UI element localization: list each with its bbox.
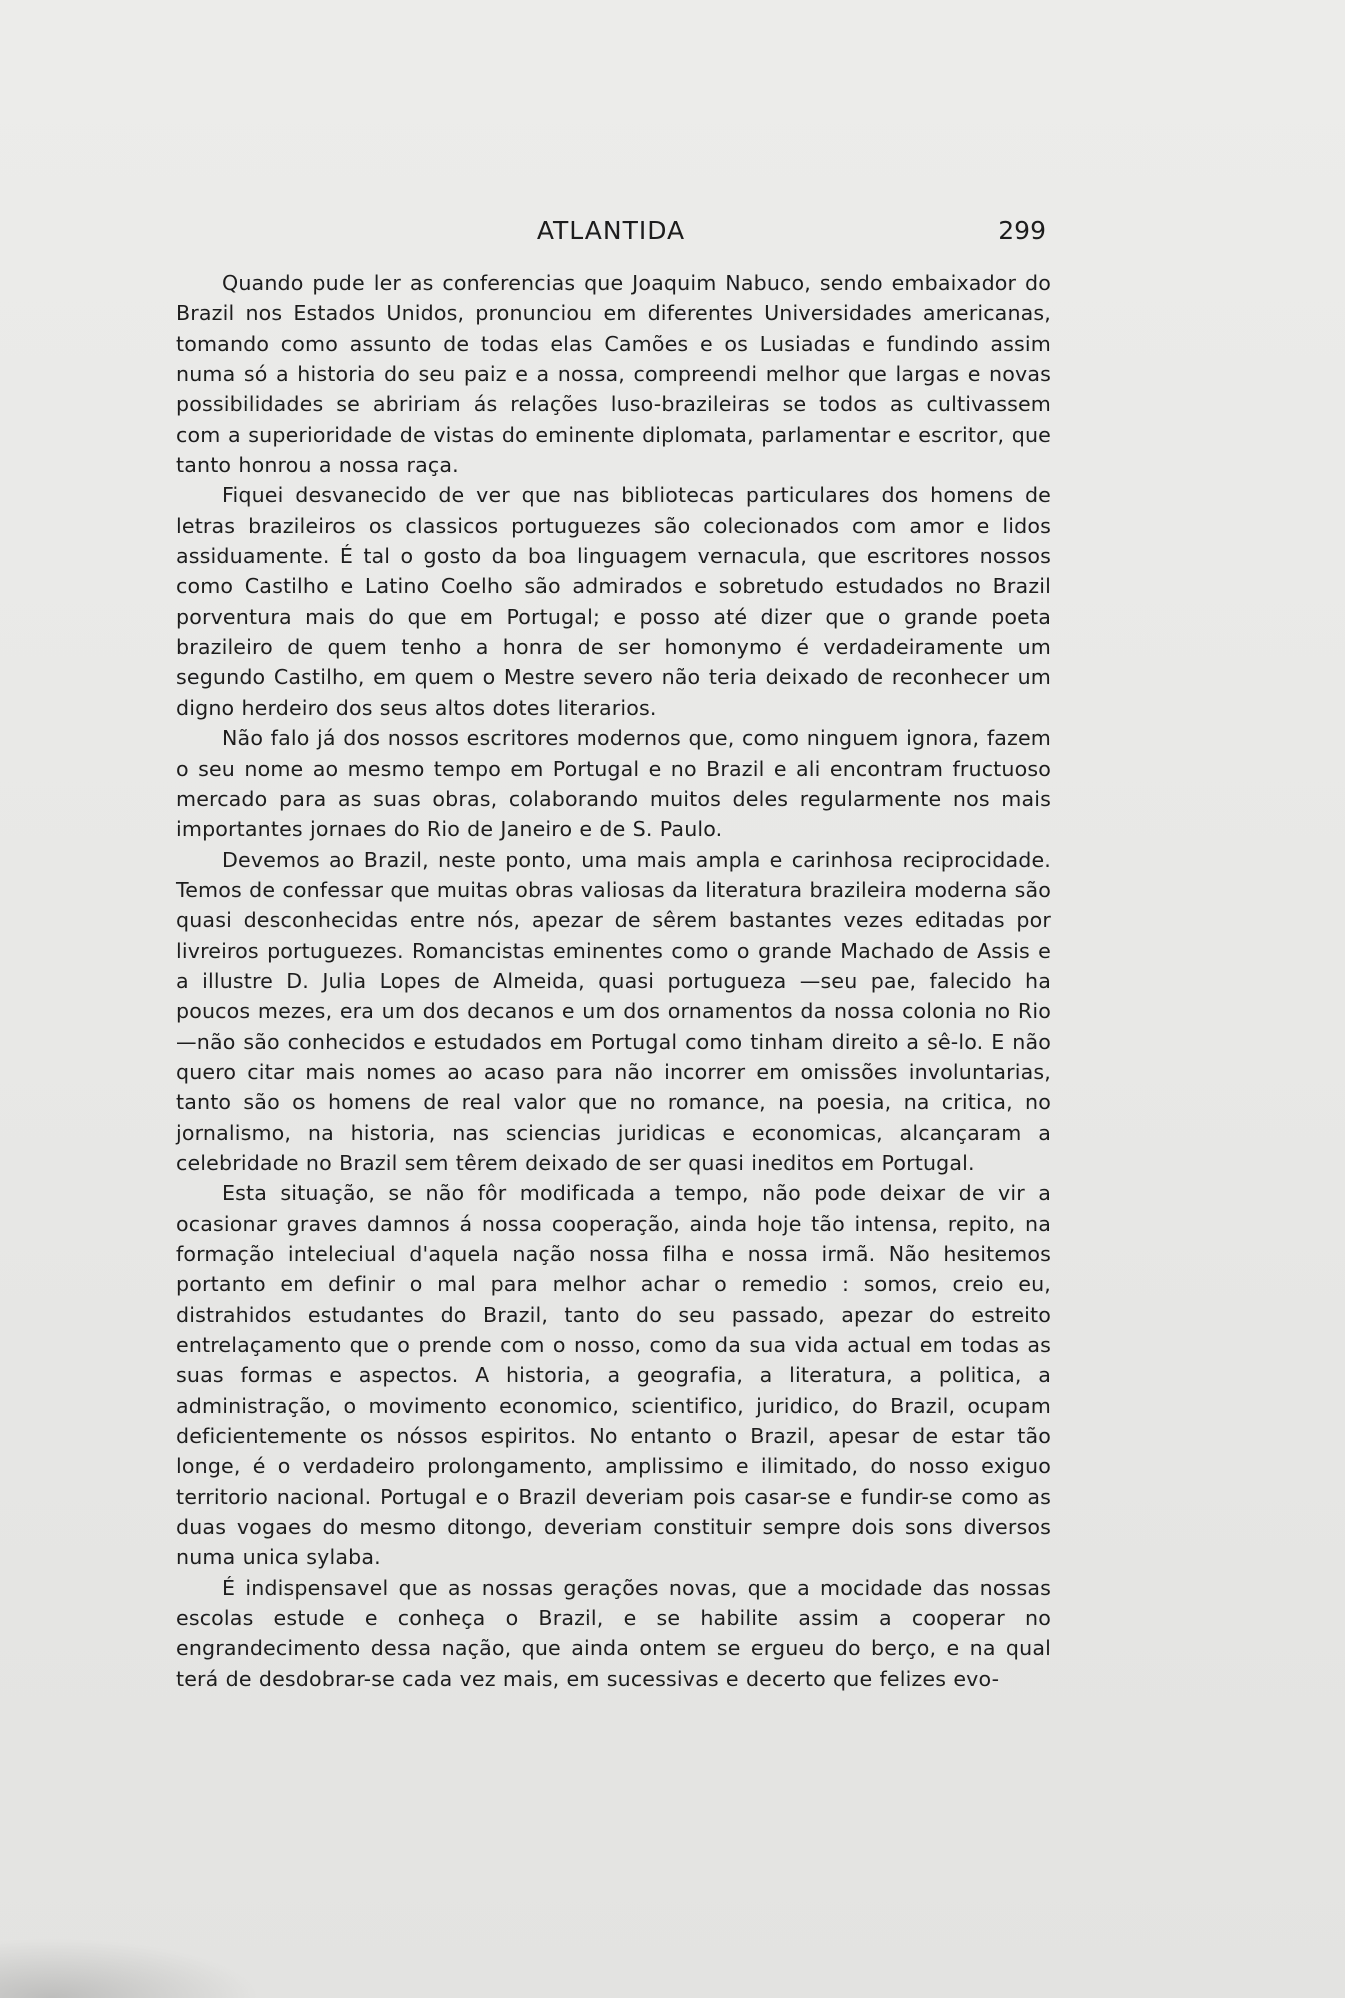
page-number: 299 xyxy=(998,216,1046,245)
page-header xyxy=(176,214,1046,248)
paragraph: Fiquei desvanecido de ver que nas bibliotecas particulares dos homens de letras brazileiros os classicos portuguezes são colecionados com amor e lidos assiduamente. É tal o gosto da boa linguagem vernacula, que escritores nossos como Castilho e Latino Coelho são admirados e sobretudo estudados no Brazil porventura mais do que em Portugal; e posso até dizer que o grande poeta brazileiro de quem tenho a honra de ser homonymo é verdadeiramente um segundo Castilho, em quem o Mestre severo não teria deixado de reconhecer um digno herdeiro dos seus altos dotes literarios. xyxy=(176,483,1051,720)
body-text xyxy=(176,268,1051,1694)
running-title: ATLANTIDA xyxy=(536,216,686,245)
paragraph: Não falo já dos nossos escritores modernos que, como ninguem ignora, fazem o seu nome ao mesmo tempo em Portugal e no Brazil e ali encontram fructuoso mercado para as suas obras, colaborando muitos deles regularmente nos mais importantes jornaes do Rio de Janeiro e de S. Paulo. xyxy=(176,726,1051,842)
page-shadow xyxy=(0,1938,260,1998)
paragraph: Esta situação, se não fôr modificada a tempo, não pode deixar de vir a ocasionar graves damnos á nossa cooperação, ainda hoje tão intensa, repito, na formação inteleciual d'aquela nação nossa filha e nossa irmã. Não hesitemos portanto em definir o mal para melhor achar o remedio : somos, creio eu, distrahidos estudantes do Brazil, tanto do seu passado, apezar do estreito entrelaçamento que o prende com o nosso, como da sua vida actual em todas as suas formas e aspectos. A historia, a geografia, a literatura, a politica, a administração, o movimento economico, scientifico, juridico, do Brazil, ocupam deficientemente os nóssos espiritos. No entanto o Brazil, apesar de estar tão longe, é o verdadeiro prolongamento, amplissimo e ilimitado, do nosso exiguo territorio nacional. Portugal e o Brazil deveriam pois casar-se e fundir-se como as duas vogaes do mesmo ditongo, deveriam constituir sempre dois sons diversos numa unica sylaba. xyxy=(176,1181,1051,1570)
paragraph: Quando pude ler as conferencias que Joaquim Nabuco, sendo embaixador do Brazil nos Estados Unidos, pronunciou em diferentes Universidades americanas, tomando como assunto de todas elas Camões e os Lusiadas e fundindo assim numa só a historia do seu paiz e a nossa, compreendi melhor que largas e novas possibilidades se abririam ás relações luso-brazileiras se todos as cultivassem com a superioridade de vistas do eminente diplomata, parlamentar e escritor, que tanto honrou a nossa raça. xyxy=(176,271,1051,478)
paragraph: Devemos ao Brazil, neste ponto, uma mais ampla e carinhosa reciprocidade. Temos de confessar que muitas obras valiosas da literatura brazileira moderna são quasi desconhecidas entre nós, apezar de sêrem bastantes vezes editadas por livreiros portuguezes. Romancistas eminentes como o grande Machado de Assis e a illustre D. Julia Lopes de Almeida, quasi portugueza —seu pae, falecido ha poucos mezes, era um dos decanos e um dos ornamentos da nossa colonia no Rio —não são conhecidos e estudados em Portugal como tinham direito a sê-lo. E não quero citar mais nomes ao acaso para não incorrer em omissões involuntarias, tanto são os homens de real valor que no romance, na poesia, na critica, no jornalismo, na historia, nas sciencias juridicas e economicas, alcançaram a celebridade no Brazil sem têrem deixado de ser quasi ineditos em Portugal. xyxy=(176,847,1051,1175)
paragraph: É indispensavel que as nossas gerações novas, que a mocidade das nossas escolas estude e conheça o Brazil, e se habilite assim a cooperar no engrandecimento dessa nação, que ainda ontem se ergueu do berço, e na qual terá de desdobrar-se cada vez mais, em sucessivas e decerto que felizes evo- xyxy=(176,1575,1051,1691)
